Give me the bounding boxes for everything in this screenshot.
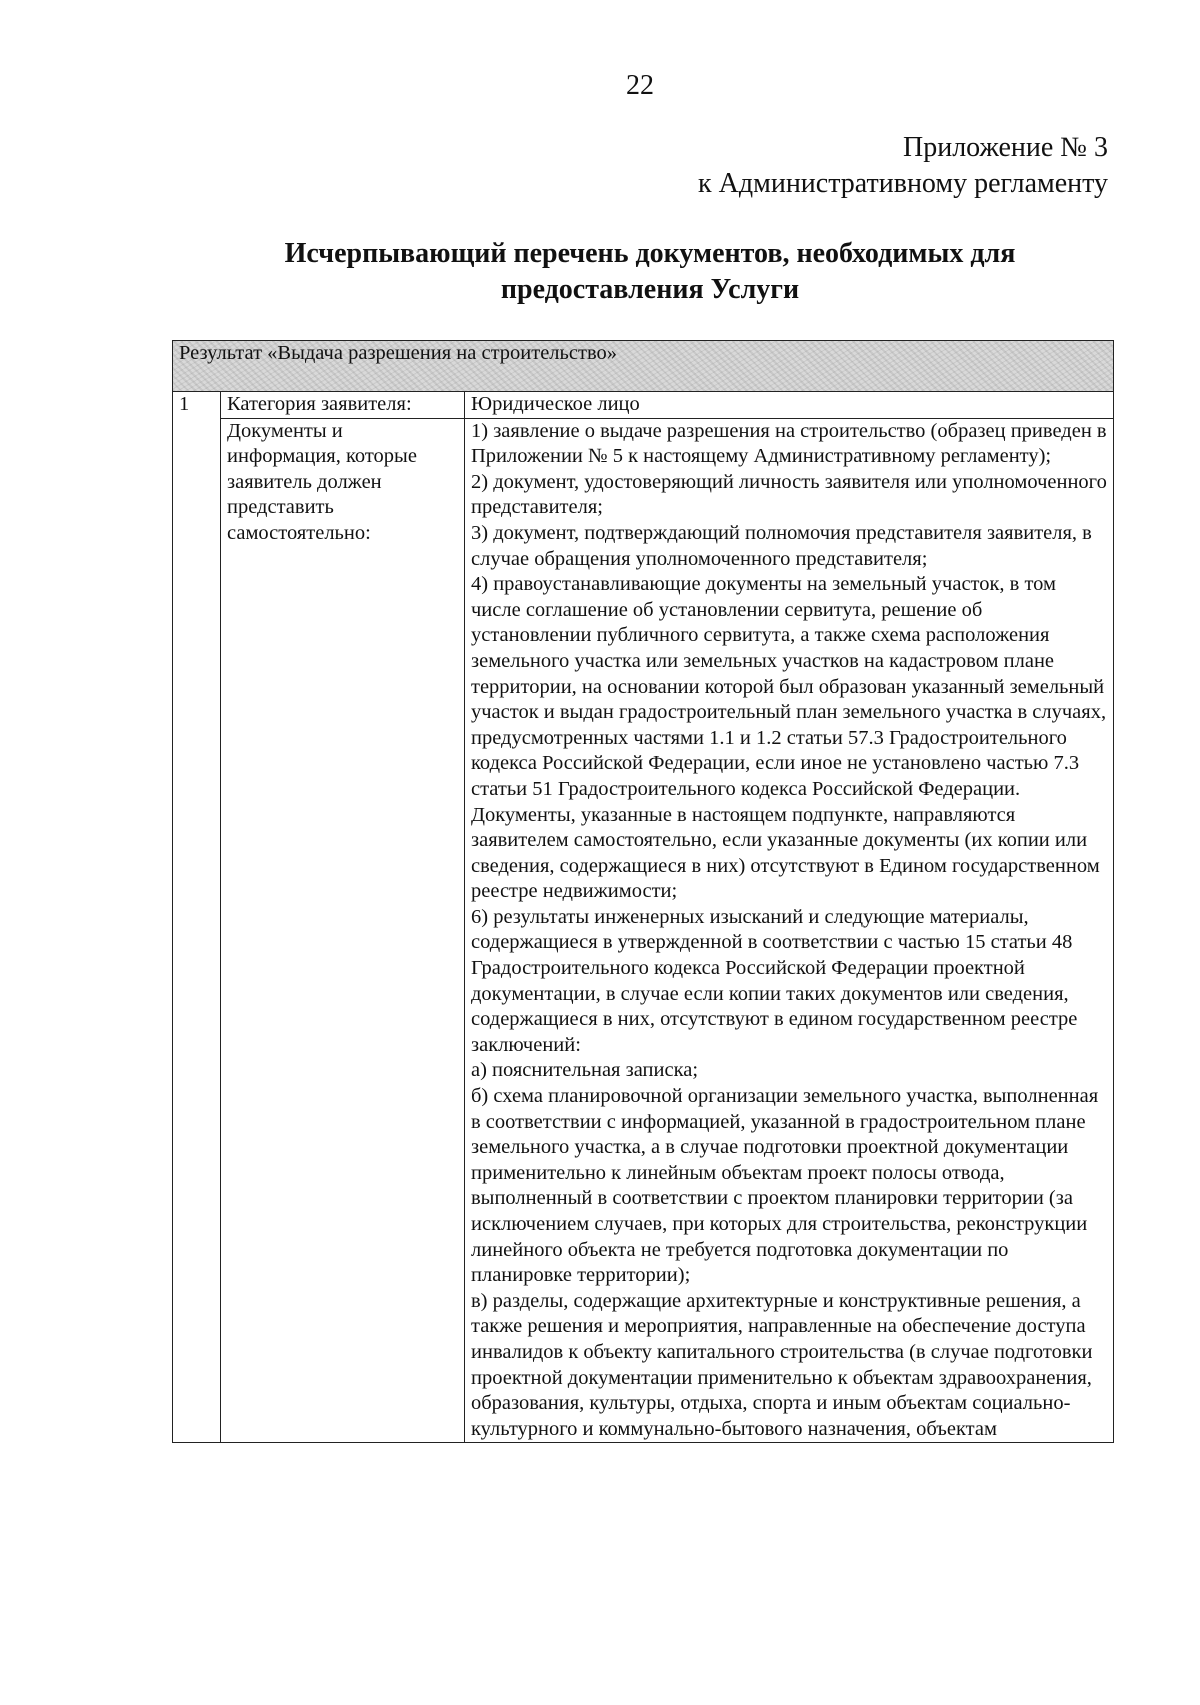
document-item: 2) документ, удостоверяющий личность заявителя или уполномоченного представителя; xyxy=(471,470,1107,519)
document-item: а) пояснительная записка; xyxy=(471,1059,699,1082)
documents-list xyxy=(465,418,1114,1443)
document-item: 3) документ, подтверждающий полномочия представителя заявителя, в случае обращения уполномоченного представителя; xyxy=(471,521,1092,570)
category-value: Юридическое лицо xyxy=(465,392,1114,419)
table-row-category xyxy=(173,392,1114,419)
row-number: 1 xyxy=(173,392,221,1443)
page-number: 22 xyxy=(626,70,654,101)
appendix-line-1: Приложение № 3 xyxy=(903,132,1108,163)
appendix-line-2: к Административному регламенту xyxy=(698,168,1108,199)
table-row-documents xyxy=(173,418,1114,1443)
table-row-result xyxy=(173,341,1114,392)
appendix-reference xyxy=(698,130,1108,202)
document-item: 1) заявление о выдаче разрешения на строительство (образец приведен в Приложении № 5 к настоящему Административному регламенту); xyxy=(471,419,1107,468)
title-line-1: Исчерпывающий перечень документов, необходимых для xyxy=(284,238,1016,269)
document-item: б) схема планировочной организации земельного участка, выполненная в соответствии с информацией, указанной в градостроительном плане земельного участка, а в случае подготовки проектной документации применительно к линейным объектам проект полосы отвода, выполненный в соответствии с проектом планировки территории (за исключением случаев, при которых для строительства, реконструкции линейного объекта не требуется подготовка документации по планировке территории); xyxy=(471,1085,1099,1287)
result-header: Результат «Выдача разрешения на строительство» xyxy=(173,341,1114,392)
document-title xyxy=(200,236,1100,308)
category-label: Категория заявителя: xyxy=(221,392,465,419)
documents-label: Документы и информация, которые заявитель должен представить самостоятельно: xyxy=(221,418,465,1443)
requirements-table xyxy=(172,340,1114,1443)
document-item: в) разделы, содержащие архитектурные и конструктивные решения, а также решения и мероприятия, направленные на обеспечение доступа инвалидов к объекту капитального строительства (в случае подготовки проектной документации применительно к объектам здравоохранения, образования, культуры, отдыха, спорта и иным объектам социально-культурного и коммунально-бытового назначения, объектам xyxy=(471,1289,1093,1440)
document-item: 6) результаты инженерных изысканий и следующие материалы, содержащиеся в утвержденной в соответствии с частью 15 статьи 48 Градостроительного кодекса Российской Федерации проектной документации, в случае если копии таких документов или сведения, содержащиеся в них, отсутствуют в едином государственном реестре заключений: xyxy=(471,905,1078,1056)
document-item: 4) правоустанавливающие документы на земельный участок, в том числе соглашение об установлении сервитута, решение об установлении публичного сервитута, а также схема расположения земельного участка или земельных участков на кадастровом плане территории, на основании которой был образован указанный земельный участок и выдан градостроительный план земельного участка в случаях, предусмотренных частями 1.1 и 1.2 статьи 57.3 Градостроительного кодекса Российской Федерации, если иное не установлено частью 7.3 статьи 51 Градостроительного кодекса Российской Федерации. Документы, указанные в настоящем подпункте, направляются заявителем самостоятельно, если указанные документы (их копии или сведения, содержащиеся в них) отсутствуют в Едином государственном реестре недвижимости; xyxy=(471,573,1107,903)
title-line-2: предоставления Услуги xyxy=(500,274,800,305)
